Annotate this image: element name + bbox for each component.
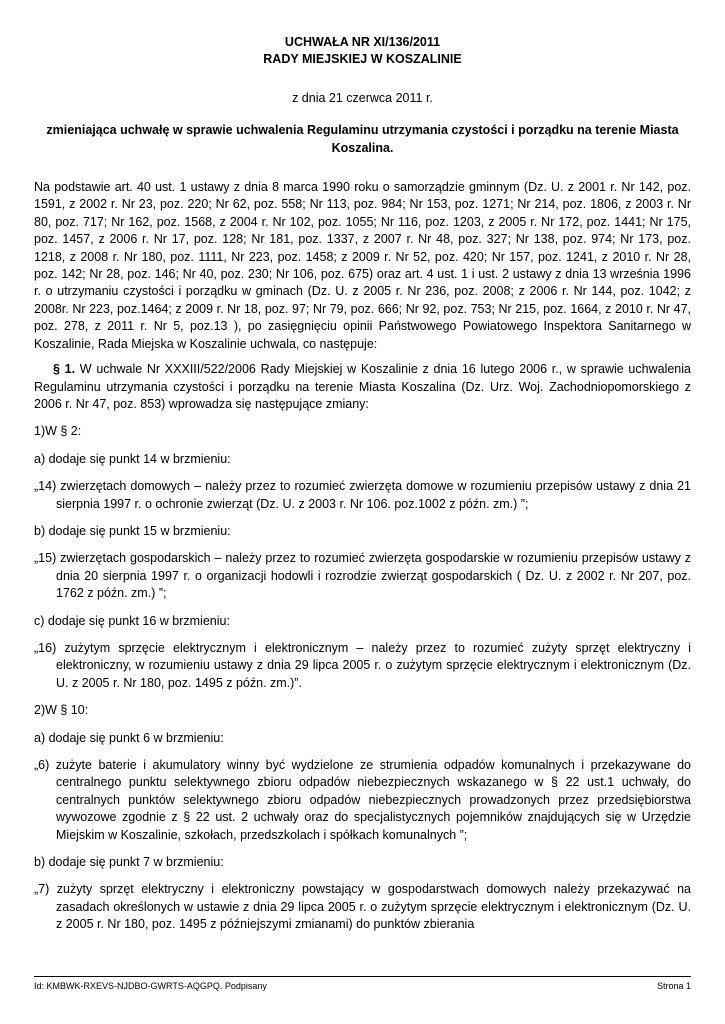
- preamble: Na podstawie art. 40 ust. 1 ustawy z dnia 8 marca 1990 roku o samorządzie gminnym (Dz. U. z 2001 r. Nr 142, poz. 1591, z 2002 r. Nr 23, poz. 220; Nr 62, poz. 558; Nr 113, poz. 984; Nr 153, poz. 1271; Nr 214, poz. 1806, z 2003 r. Nr 80, poz. 717; Nr 162, poz. 1568, z 2004 r. Nr 102, poz. 1055; Nr 116, poz. 1203, z 2005 r. Nr 172, poz. 1441; Nr 175, poz. 1457, z 2006 r. Nr 17, poz. 128; Nr 181, poz. 1337, z 2007 r. Nr 48, poz. 327; Nr 138, poz. 974; Nr 173, poz. 1218, z 2008 r. Nr 180, poz. 1111, Nr 223, poz. 1458; z 2009 r. Nr 52, poz. 420; Nr 157, poz. 1241, z 2010 r. Nr 28, poz. 142; Nr 28, poz. 146; Nr 40, poz. 230; Nr 106, poz. 675) oraz art. 4 ust. 1 i ust. 2 ustawy z dnia 13 września 1996 r. o utrzymaniu czystości i porządku w gminach (Dz. U. z 2005 r. Nr 236, poz. 2008; z 2006 r. Nr 144, poz. 1042; z 2008r. Nr 223, poz.1464; z 2009 r. Nr 18, poz. 97; Nr 79, poz. 666; Nr 92, poz. 753; Nr 215, poz. 1664, z 2010 r. Nr 47, poz. 278, z 2011 r. Nr 5, poz.13 ), po zasięgnięciu opinii Państwowego Powiatowego Inspektora Sanitarnego w Koszalinie, Rada Miejska w Koszalinie uchwala, co następuje:: [34, 180, 691, 351]
- quote-16: „16) zużytym sprzęcie elektrycznym i elektronicznym – należy przez to rozumieć zużyty sprzęt elektryczny i elektroniczny, w rozumieniu ustawy z dnia 29 lipca 2005 r. o zużytym sprzęcie elektrycznym i elektronicznym (Dz. U. z 2005 r. Nr 180, poz. 1495 z późn. zm.)”.: [34, 640, 691, 690]
- section-1: [34, 361, 691, 413]
- quote-14: „14) zwierzętach domowych – należy przez to rozumieć zwierzęta domowe w rozumieniu przepisów ustawy z dnia 21 sierpnia 1997 r. o ochronie zwierząt (Dz. U. z 2003 r. Nr 106. poz.1002 z późn. zm.) ”;: [34, 479, 691, 511]
- page-footer: [34, 980, 691, 992]
- document-id: Id: KMBWK-RXEVS-NJDBO-GWRTS-AQGPQ. Podpisany: [34, 981, 267, 991]
- resolution-date: z dnia 21 czerwca 2011 r.: [292, 90, 433, 105]
- item-1a: a) dodaje się punkt 14 w brzmieniu:: [34, 451, 231, 466]
- item-2a: a) dodaje się punkt 6 w brzmieniu:: [34, 730, 224, 745]
- item-2b: b) dodaje się punkt 7 w brzmieniu:: [34, 855, 224, 870]
- item-1: 1)W § 2:: [34, 424, 82, 439]
- item-1b: b) dodaje się punkt 15 w brzmieniu:: [34, 523, 231, 538]
- item-1c: c) dodaje się punkt 16 w brzmieniu:: [34, 613, 230, 628]
- resolution-subject: zmieniająca uchwałę w sprawie uchwalenia Regulaminu utrzymania czystości i porządku na terenie Miasta Koszalina.: [46, 123, 679, 155]
- council-name: RADY MIEJSKIEJ W KOSZALINIE: [263, 52, 462, 67]
- document-content: [34, 34, 691, 934]
- page-number: Strona 1: [656, 981, 691, 991]
- section-1-text: W uchwale Nr XXXIII/522/2006 Rady Miejskiej w Koszalinie z dnia 16 lutego 2006 r., w sprawie uchwalenia Regulaminu utrzymania czystości i porządku na terenie Miasta Koszalina (Dz. Urz. Woj. Zachodniopomorskiego z 2006 r. Nr 47, poz. 853) wprowadza się następujące zmiany:: [34, 362, 691, 411]
- resolution-header: [34, 34, 691, 69]
- quote-15: „15) zwierzętach gospodarskich – należy przez to rozumieć zwierzęta gospodarskie w rozumieniu przepisów ustawy z dnia 20 sierpnia 1997 r. o organizacji hodowli i rozrodzie zwierząt gospodarskich ( Dz. U. z 2002 r. Nr 207, poz. 1762 z późn. zm.) ”;: [34, 551, 691, 601]
- item-2: 2)W § 10:: [34, 703, 89, 718]
- quote-7: „7) zużyty sprzęt elektryczny i elektroniczny powstający w gospodarstwach domowych należy przekazywać na zasadach określonych w ustawie z dnia 29 lipca 2005 r. o zużytym sprzęcie elektrycznym i elektronicznym (Dz. U. z 2005 r. Nr 180, poz. 1495 z późniejszymi zmianami) do punktów zbierania: [34, 882, 691, 932]
- quote-6: „6) zużyte baterie i akumulatory winny być wydzielone ze strumienia odpadów komunalnych i przekazywane do centralnego punktu selektywnego zbioru odpadów niebezpiecznych wskazanego w § 22 ust.1 uchwały, do centralnych punktów selektywnego zbioru odpadów niebezpiecznych prowadzonych przez przedsiębiorstwa wywozowe zgodnie z § 22 ust. 2 uchwały oraz do specjalistycznych pojemników znajdujących się w Urzędzie Miejskim w Koszalinie, szkołach, przedszkolach i spółkach komunalnych ”;: [34, 758, 691, 842]
- resolution-number: UCHWAŁA NR XI/136/2011: [284, 35, 441, 49]
- footer-divider: [34, 976, 691, 977]
- section-1-number: § 1.: [53, 362, 76, 377]
